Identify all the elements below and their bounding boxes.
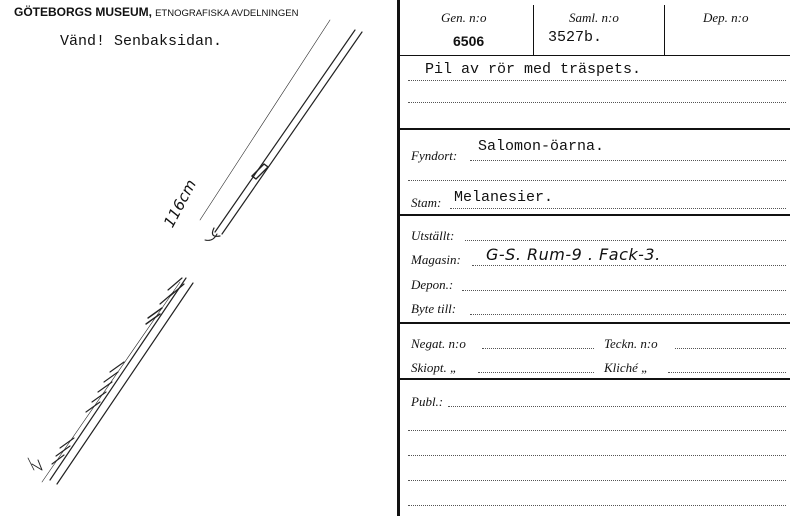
description: Pil av rör med träspets. [425,61,642,78]
turn-note: Vänd! Senbaksidan. [60,33,223,50]
department-name: ETNOGRAFISKA AVDELNINGEN [155,8,299,19]
negat-line [482,348,594,349]
length-annotation: 116cm [160,176,201,231]
box-divider-2 [664,5,665,55]
skiopt-line [478,372,594,373]
depon-label: Depon.: [411,277,454,292]
magasin-line [472,265,786,266]
saml-value: 3527b. [548,29,603,46]
section-line-3 [398,322,790,324]
fyndort-line-2 [408,180,786,181]
card-left-border [397,0,400,516]
publ-line-5 [408,505,786,506]
saml-label: Saml. n:o [569,10,619,25]
kliche-label: Kliché „ [604,360,649,375]
kliche-line [668,372,786,373]
negat-label: Negat. n:o [411,336,466,351]
publ-label: Publ.: [411,394,444,409]
skiopt-label: Skiopt. „ [411,360,458,375]
gen-label: Gen. n:o [441,10,487,25]
fyndort-line [470,160,786,161]
teckn-line [675,348,786,349]
utstallt-label: Utställt: [411,228,455,243]
publ-line-2 [408,430,786,431]
desc-line-1 [408,80,786,81]
desc-line-2 [408,102,786,103]
box-divider-1 [533,5,534,55]
magasin-value: G-S. Rum-9 . Fack-3. [486,245,661,264]
museum-name: GÖTEBORGS MUSEUM, [14,5,153,19]
section-line-2 [398,214,790,216]
stam-value: Melanesier. [454,189,554,206]
publ-line-4 [408,480,786,481]
fyndort-label: Fyndort: [411,148,458,163]
box-bottom-line [398,55,790,56]
dep-label: Dep. n:o [703,10,749,25]
utstallt-line [465,240,786,241]
publ-line-3 [408,455,786,456]
stam-label: Stam: [411,195,442,210]
publ-line-1 [448,406,786,407]
stam-line [450,208,786,209]
magasin-label: Magasin: [411,252,461,267]
depon-line [462,290,786,291]
gen-value: 6506 [453,33,485,49]
fyndort-value: Salomon-öarna. [478,138,605,155]
byte-line [470,314,786,315]
section-line-1 [398,128,790,130]
section-line-4 [398,378,790,380]
teckn-label: Teckn. n:o [604,336,658,351]
byte-label: Byte till: [411,301,457,316]
